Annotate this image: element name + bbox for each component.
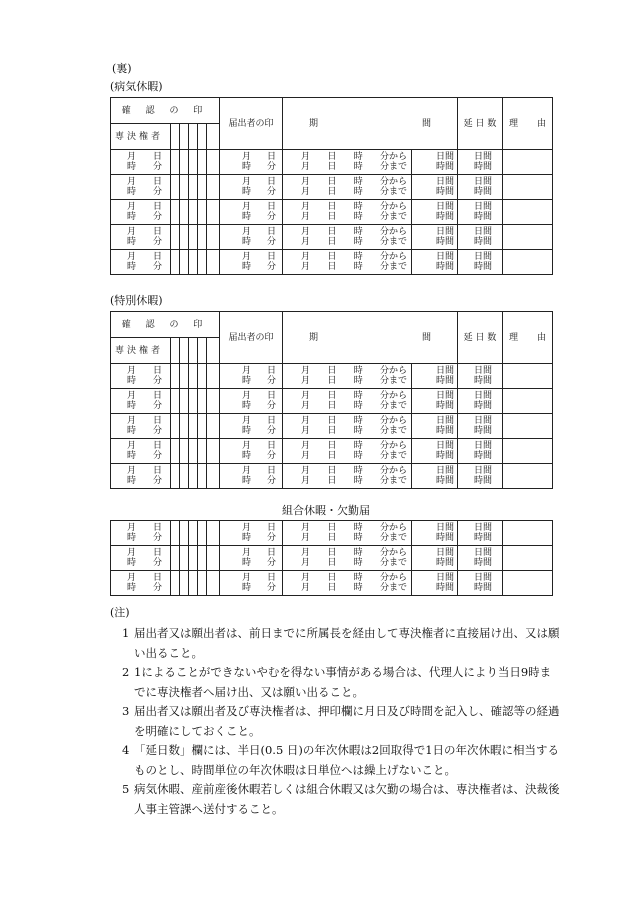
seal-box[interactable] [189,250,198,275]
seal-box[interactable] [207,200,220,225]
seal-box[interactable] [198,521,207,546]
senketsu-header: 専決権者 [111,124,171,150]
riyuu-header: 理 由 [503,312,553,364]
seal-box[interactable] [198,464,207,489]
section-title-kumiai: 組合休暇・欠勤届 [282,504,370,517]
table-row [111,225,553,250]
nobe-nissu-value[interactable]: 日間 時間 [458,364,503,389]
riyuu-value[interactable] [503,200,553,225]
senketsu-header: 専決権者 [111,338,171,364]
seal-box[interactable] [198,250,207,275]
todokede-datetime[interactable]: 月 日 時 分 [220,546,283,571]
riyuu-value[interactable] [503,364,553,389]
todokede-datetime[interactable]: 月 日 時 分 [220,364,283,389]
nobe-nissu-value[interactable]: 日間 時間 [458,464,503,489]
seal-box[interactable] [180,389,189,414]
nobe-nissu-value[interactable]: 日間 時間 [458,414,503,439]
seal-box[interactable] [171,546,180,571]
table-row [111,464,553,489]
ura-label: (裏) [112,62,132,75]
kikan-range[interactable]: 月 日 時 分から 月 日 時 分まで [283,150,412,175]
nobe-nissu-header: 延 日 数 [458,312,503,364]
note-item: 5 病気休暇、産前産後休暇若しくは組合休暇又は欠勤の場合は、専決権者は、決裁後人事主管課へ送付すること。 [122,782,560,816]
seal-box[interactable] [180,439,189,464]
seal-box[interactable] [189,414,198,439]
kikan-total[interactable]: 日間 時間 [412,464,458,489]
kikan-total[interactable]: 日間 時間 [412,250,458,275]
nobe-nissu-value[interactable]: 日間 時間 [458,200,503,225]
nobe-nissu-value[interactable]: 日間 時間 [458,225,503,250]
todokede-datetime[interactable]: 月 日 時 分 [220,200,283,225]
seal-box[interactable] [198,546,207,571]
kakunin-datetime[interactable]: 月 日 時 分 [111,389,171,414]
table-row [111,364,553,389]
todokede-datetime[interactable]: 月 日 時 分 [220,571,283,596]
todokede-datetime[interactable]: 月 日 時 分 [220,464,283,489]
riyuu-value[interactable] [503,571,553,596]
todokede-header: 届出者の印 [220,98,283,150]
seal-box[interactable] [189,364,198,389]
seal-box[interactable] [171,464,180,489]
seal-box[interactable] [171,150,180,175]
seal-box[interactable] [207,414,220,439]
seal-box[interactable] [198,414,207,439]
kikan-total[interactable]: 日間 時間 [412,571,458,596]
seal-box[interactable] [207,439,220,464]
seal-box[interactable] [198,175,207,200]
riyuu-value[interactable] [503,150,553,175]
kikan-total[interactable]: 日間 時間 [412,546,458,571]
table-row [111,414,553,439]
seal-box[interactable] [189,389,198,414]
kakunin-datetime[interactable]: 月 日 時 分 [111,150,171,175]
seal-box[interactable] [207,546,220,571]
seal-box[interactable] [180,200,189,225]
nobe-nissu-value[interactable]: 日間 時間 [458,546,503,571]
nobe-nissu-value[interactable]: 日間 時間 [458,150,503,175]
nobe-nissu-value[interactable]: 日間 時間 [458,250,503,275]
nobe-nissu-value[interactable]: 日間 時間 [458,389,503,414]
todokede-datetime[interactable]: 月 日 時 分 [220,439,283,464]
seal-box[interactable] [171,175,180,200]
table-row [111,175,553,200]
seal-box[interactable] [207,571,220,596]
kikan-range[interactable]: 月 日 時 分から 月 日 時 分まで [283,250,412,275]
kikan-total[interactable]: 日間 時間 [412,200,458,225]
seal-box[interactable] [180,175,189,200]
kikan-range[interactable]: 月 日 時 分から 月 日 時 分まで [283,200,412,225]
seal-box[interactable] [198,439,207,464]
kakunin-datetime[interactable]: 月 日 時 分 [111,546,171,571]
seal-box[interactable] [180,546,189,571]
kumiai-kekkin-table [110,520,553,596]
seal-box[interactable] [207,250,220,275]
kakunin-header: 確 認 の 印 [111,312,220,338]
table-row [111,439,553,464]
kikan-range[interactable]: 月 日 時 分から 月 日 時 分まで [283,521,412,546]
note-item: 1 届出者又は願出者は、前日までに所属長を経由して専決権者に直接届け出、又は願い出ること。 [122,626,560,660]
kakunin-datetime[interactable]: 月 日 時 分 [111,200,171,225]
table-row [111,571,553,596]
nobe-nissu-value[interactable]: 日間 時間 [458,175,503,200]
seal-box[interactable] [180,464,189,489]
table-row [111,389,553,414]
riyuu-value[interactable] [503,521,553,546]
todokede-datetime[interactable]: 月 日 時 分 [220,521,283,546]
seal-box[interactable] [171,250,180,275]
kikan-range[interactable]: 月 日 時 分から 月 日 時 分まで [283,439,412,464]
note-item: 4 「延日数」欄には、半日(0.5 日)の年次休暇は2回取得で1日の年次休暇に相当するものとし、時間単位の年次休暇は日単位へは繰上げないこと。 [122,743,560,777]
seal-box[interactable] [189,225,198,250]
seal-box[interactable] [198,150,207,175]
riyuu-value[interactable] [503,414,553,439]
kikan-range[interactable]: 月 日 時 分から 月 日 時 分まで [283,546,412,571]
seal-box[interactable] [171,521,180,546]
seal-box[interactable] [207,175,220,200]
seal-box[interactable] [171,439,180,464]
seal-box[interactable] [189,150,198,175]
todokede-datetime[interactable]: 月 日 時 分 [220,150,283,175]
kikan-total[interactable]: 日間 時間 [412,175,458,200]
table-row [111,250,553,275]
kakunin-datetime[interactable]: 月 日 時 分 [111,175,171,200]
kikan-range[interactable]: 月 日 時 分から 月 日 時 分まで [283,364,412,389]
kakunin-header: 確 認 の 印 [111,98,220,124]
kakunin-datetime[interactable]: 月 日 時 分 [111,225,171,250]
nobe-nissu-value[interactable]: 日間 時間 [458,521,503,546]
seal-box[interactable] [180,150,189,175]
kikan-range[interactable]: 月 日 時 分から 月 日 時 分まで [283,414,412,439]
kakunin-datetime[interactable]: 月 日 時 分 [111,571,171,596]
seal-box[interactable] [180,414,189,439]
todokede-datetime[interactable]: 月 日 時 分 [220,225,283,250]
riyuu-value[interactable] [503,250,553,275]
kikan-range[interactable]: 月 日 時 分から 月 日 時 分まで [283,389,412,414]
kikan-total[interactable]: 日間 時間 [412,389,458,414]
seal-box[interactable] [171,414,180,439]
seal-box[interactable] [207,389,220,414]
kikan-header: 期 間 [283,98,458,150]
table-row [111,521,553,546]
table-row [111,546,553,571]
kikan-range[interactable]: 月 日 時 分から 月 日 時 分まで [283,571,412,596]
kakunin-datetime[interactable]: 月 日 時 分 [111,521,171,546]
seal-box[interactable] [171,389,180,414]
kakunin-datetime[interactable]: 月 日 時 分 [111,439,171,464]
section-title-tokubetsu: (特別休暇) [110,294,163,307]
byoki-kyuka-table [110,97,553,275]
seal-box[interactable] [189,175,198,200]
kikan-range[interactable]: 月 日 時 分から 月 日 時 分まで [283,464,412,489]
riyuu-value[interactable] [503,225,553,250]
riyuu-header: 理 由 [503,98,553,150]
seal-box[interactable] [180,521,189,546]
seal-box[interactable] [198,571,207,596]
riyuu-value[interactable] [503,464,553,489]
seal-box[interactable] [189,464,198,489]
seal-box[interactable] [207,225,220,250]
seal-box[interactable] [207,464,220,489]
seal-box[interactable] [198,225,207,250]
todokede-datetime[interactable]: 月 日 時 分 [220,250,283,275]
riyuu-value[interactable] [503,546,553,571]
kikan-range[interactable]: 月 日 時 分から 月 日 時 分まで [283,175,412,200]
note-item: 2 1によることができないやむを得ない事情がある場合は、代理人により当日9時までに専決権者へ届け出、又は願い出ること。 [122,665,552,699]
kikan-range[interactable]: 月 日 時 分から 月 日 時 分まで [283,225,412,250]
seal-box[interactable] [189,200,198,225]
kakunin-datetime[interactable]: 月 日 時 分 [111,364,171,389]
seal-box[interactable] [180,250,189,275]
seal-box[interactable] [189,546,198,571]
riyuu-value[interactable] [503,439,553,464]
tokubetsu-kyuka-table [110,311,553,489]
kakunin-datetime[interactable]: 月 日 時 分 [111,464,171,489]
note-item: 3 届出者又は願出者及び専決権者は、押印欄に月日及び時間を記入し、確認等の経過を明確にしておくこと。 [122,704,560,738]
kakunin-datetime[interactable]: 月 日 時 分 [111,414,171,439]
table-row [111,200,553,225]
seal-box[interactable] [171,225,180,250]
seal-box[interactable] [180,571,189,596]
notes-list [112,624,562,819]
seal-box[interactable] [180,225,189,250]
todokede-datetime[interactable]: 月 日 時 分 [220,175,283,200]
kikan-total[interactable]: 日間 時間 [412,439,458,464]
seal-box[interactable] [198,364,207,389]
todokede-header: 届出者の印 [220,312,283,364]
notes-title: (注) [110,606,130,619]
seal-box[interactable] [189,521,198,546]
kikan-header: 期 間 [283,312,458,364]
nobe-nissu-value[interactable]: 日間 時間 [458,439,503,464]
seal-box[interactable] [198,389,207,414]
kakunin-datetime[interactable]: 月 日 時 分 [111,250,171,275]
riyuu-value[interactable] [503,175,553,200]
seal-box[interactable] [207,150,220,175]
kikan-total[interactable]: 日間 時間 [412,225,458,250]
seal-box[interactable] [180,364,189,389]
seal-box[interactable] [189,571,198,596]
section-title-byoki: (病気休暇) [110,80,163,93]
todokede-datetime[interactable]: 月 日 時 分 [220,389,283,414]
seal-box[interactable] [207,364,220,389]
kikan-total[interactable]: 日間 時間 [412,364,458,389]
seal-box[interactable] [171,571,180,596]
seal-box[interactable] [189,439,198,464]
seal-box[interactable] [171,200,180,225]
kikan-total[interactable]: 日間 時間 [412,521,458,546]
seal-box[interactable] [198,200,207,225]
seal-box[interactable] [207,521,220,546]
seal-box[interactable] [171,364,180,389]
table-row [111,150,553,175]
riyuu-value[interactable] [503,389,553,414]
nobe-nissu-value[interactable]: 日間 時間 [458,571,503,596]
kikan-total[interactable]: 日間 時間 [412,150,458,175]
kikan-total[interactable]: 日間 時間 [412,414,458,439]
todokede-datetime[interactable]: 月 日 時 分 [220,414,283,439]
nobe-nissu-header: 延 日 数 [458,98,503,150]
